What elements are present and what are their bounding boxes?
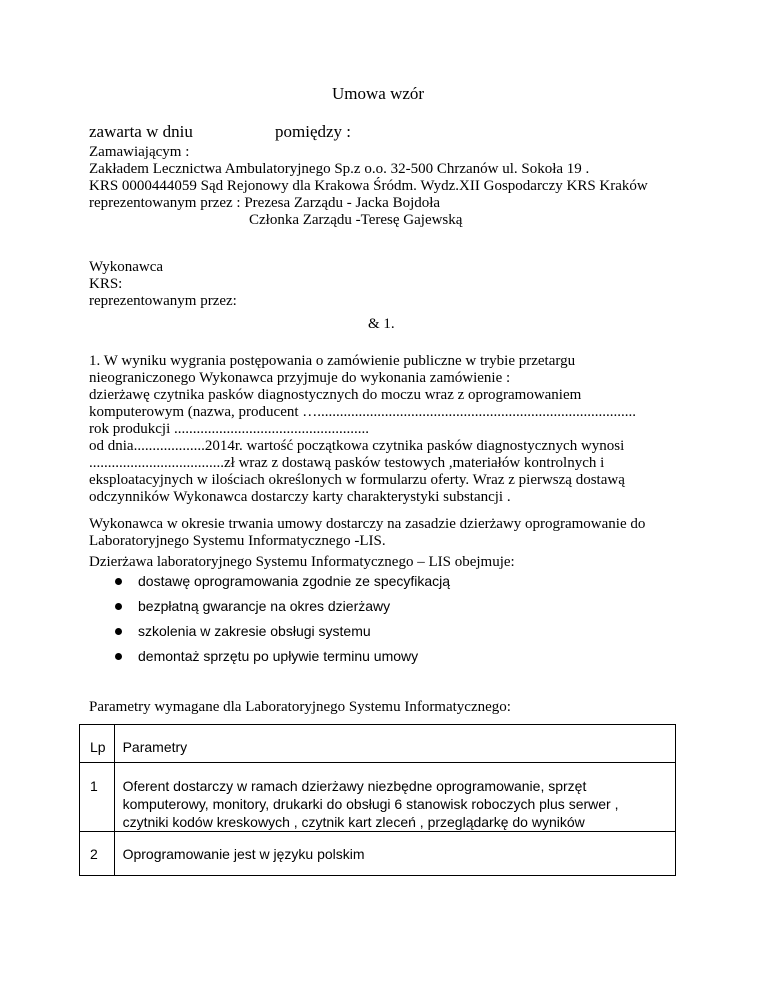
ordering-party-label: Zamawiającym :	[89, 144, 190, 160]
contractor-krs: KRS:	[89, 276, 123, 292]
row-number: 1	[80, 763, 115, 832]
paragraph-line: 1. W wyniku wygrania postępowania o zamówienie publiczne w trybie przetargu	[89, 353, 576, 369]
paragraph-line: rok produkcji ....................................................	[89, 421, 369, 437]
lis-intro: Dzierżawa laboratoryjnego Systemu Informatycznego – LIS obejmuje:	[89, 554, 515, 570]
table-row	[80, 832, 676, 876]
bullet-icon	[115, 603, 122, 610]
paragraph-line: eksploatacyjnych w ilościach określonych w formularzu oferty. Wraz z pierwszą dostawą	[89, 472, 625, 488]
bullet-icon	[115, 578, 122, 585]
list-item: bezpłatną gwarancje na okres dzierżawy	[90, 597, 450, 622]
ordering-party-board-member: Członka Zarządu -Teresę Gajewską	[249, 212, 463, 228]
ordering-party-representative: reprezentowanym przez : Prezesa Zarządu - Jacka Bojdoła	[89, 195, 441, 211]
header-parametry: Parametry	[114, 725, 675, 763]
paragraph-line: nieograniczonego Wykonawca przyjmuje do wykonania zamówienie :	[89, 370, 511, 386]
params-intro: Parametry wymagane dla Laboratoryjnego Systemu Informatycznego:	[89, 699, 511, 715]
paragraph-line: Wykonawca w okresie trwania umowy dostarczy na zasadzie dzierżawy oprogramowanie do	[89, 516, 646, 532]
row-description: Oferent dostarczy w ramach dzierżawy niezbędne oprogramowanie, sprzęt komputerowy, monitory, drukarki do obsługi 6 stanowisk roboczych plus serwer , czytniki kodów kreskowych , czytnik kart zleceń , przeglądarkę do wyników	[114, 763, 675, 832]
paragraph-line: odczynników Wykonawca dostarczy karty charakterystyki substancji .	[89, 489, 511, 505]
between-label: pomiędzy :	[275, 122, 352, 141]
contractor-representative: reprezentowanym przez:	[89, 293, 237, 309]
header-lp: Lp	[80, 725, 115, 763]
contractor-label: Wykonawca	[89, 259, 164, 275]
row-number: 2	[80, 832, 115, 876]
list-item: szkolenia w zakresie obsługi systemu	[90, 622, 450, 647]
paragraph-line: dzierżawę czytnika pasków diagnostycznych do moczu wraz z oprogramowaniem	[89, 387, 582, 403]
paragraph-line: od dnia...................2014r. wartość początkowa czytnika pasków diagnostycznych wynosi	[89, 438, 625, 454]
ordering-party-krs: KRS 0000444059 Sąd Rejonowy dla Krakowa Śródm. Wydz.XII Gospodarczy KRS Kraków	[89, 178, 648, 194]
lis-scope-list	[90, 572, 450, 672]
ordering-party-name: Zakładem Lecznictwa Ambulatoryjnego Sp.z o.o. 32-500 Chrzanów ul. Sokoła 19 .	[89, 161, 590, 177]
paragraph-line: ....................................zł wraz z dostawą pasków testowych ,materiałów kontrolnych i	[89, 455, 605, 471]
paragraph-line: Laboratoryjnego Systemu Informatycznego -LIS.	[89, 533, 386, 549]
list-item: demontaż sprzętu po upływie terminu umowy	[90, 647, 450, 672]
document-title: Umowa wzór	[332, 84, 425, 103]
table-header-row	[80, 725, 676, 763]
bullet-icon	[115, 653, 122, 660]
contract-date-label: zawarta w dniu	[89, 122, 193, 141]
row-description: Oprogramowanie jest w języku polskim	[114, 832, 675, 876]
parameters-table	[79, 724, 676, 876]
table-row	[80, 763, 676, 832]
paragraph-line: komputerowym (nazwa, producent ….....................................................................................	[89, 404, 637, 420]
list-item: dostawę oprogramowania zgodnie ze specyfikacją	[90, 572, 450, 597]
section-heading: & 1.	[368, 316, 395, 332]
bullet-icon	[115, 628, 122, 635]
